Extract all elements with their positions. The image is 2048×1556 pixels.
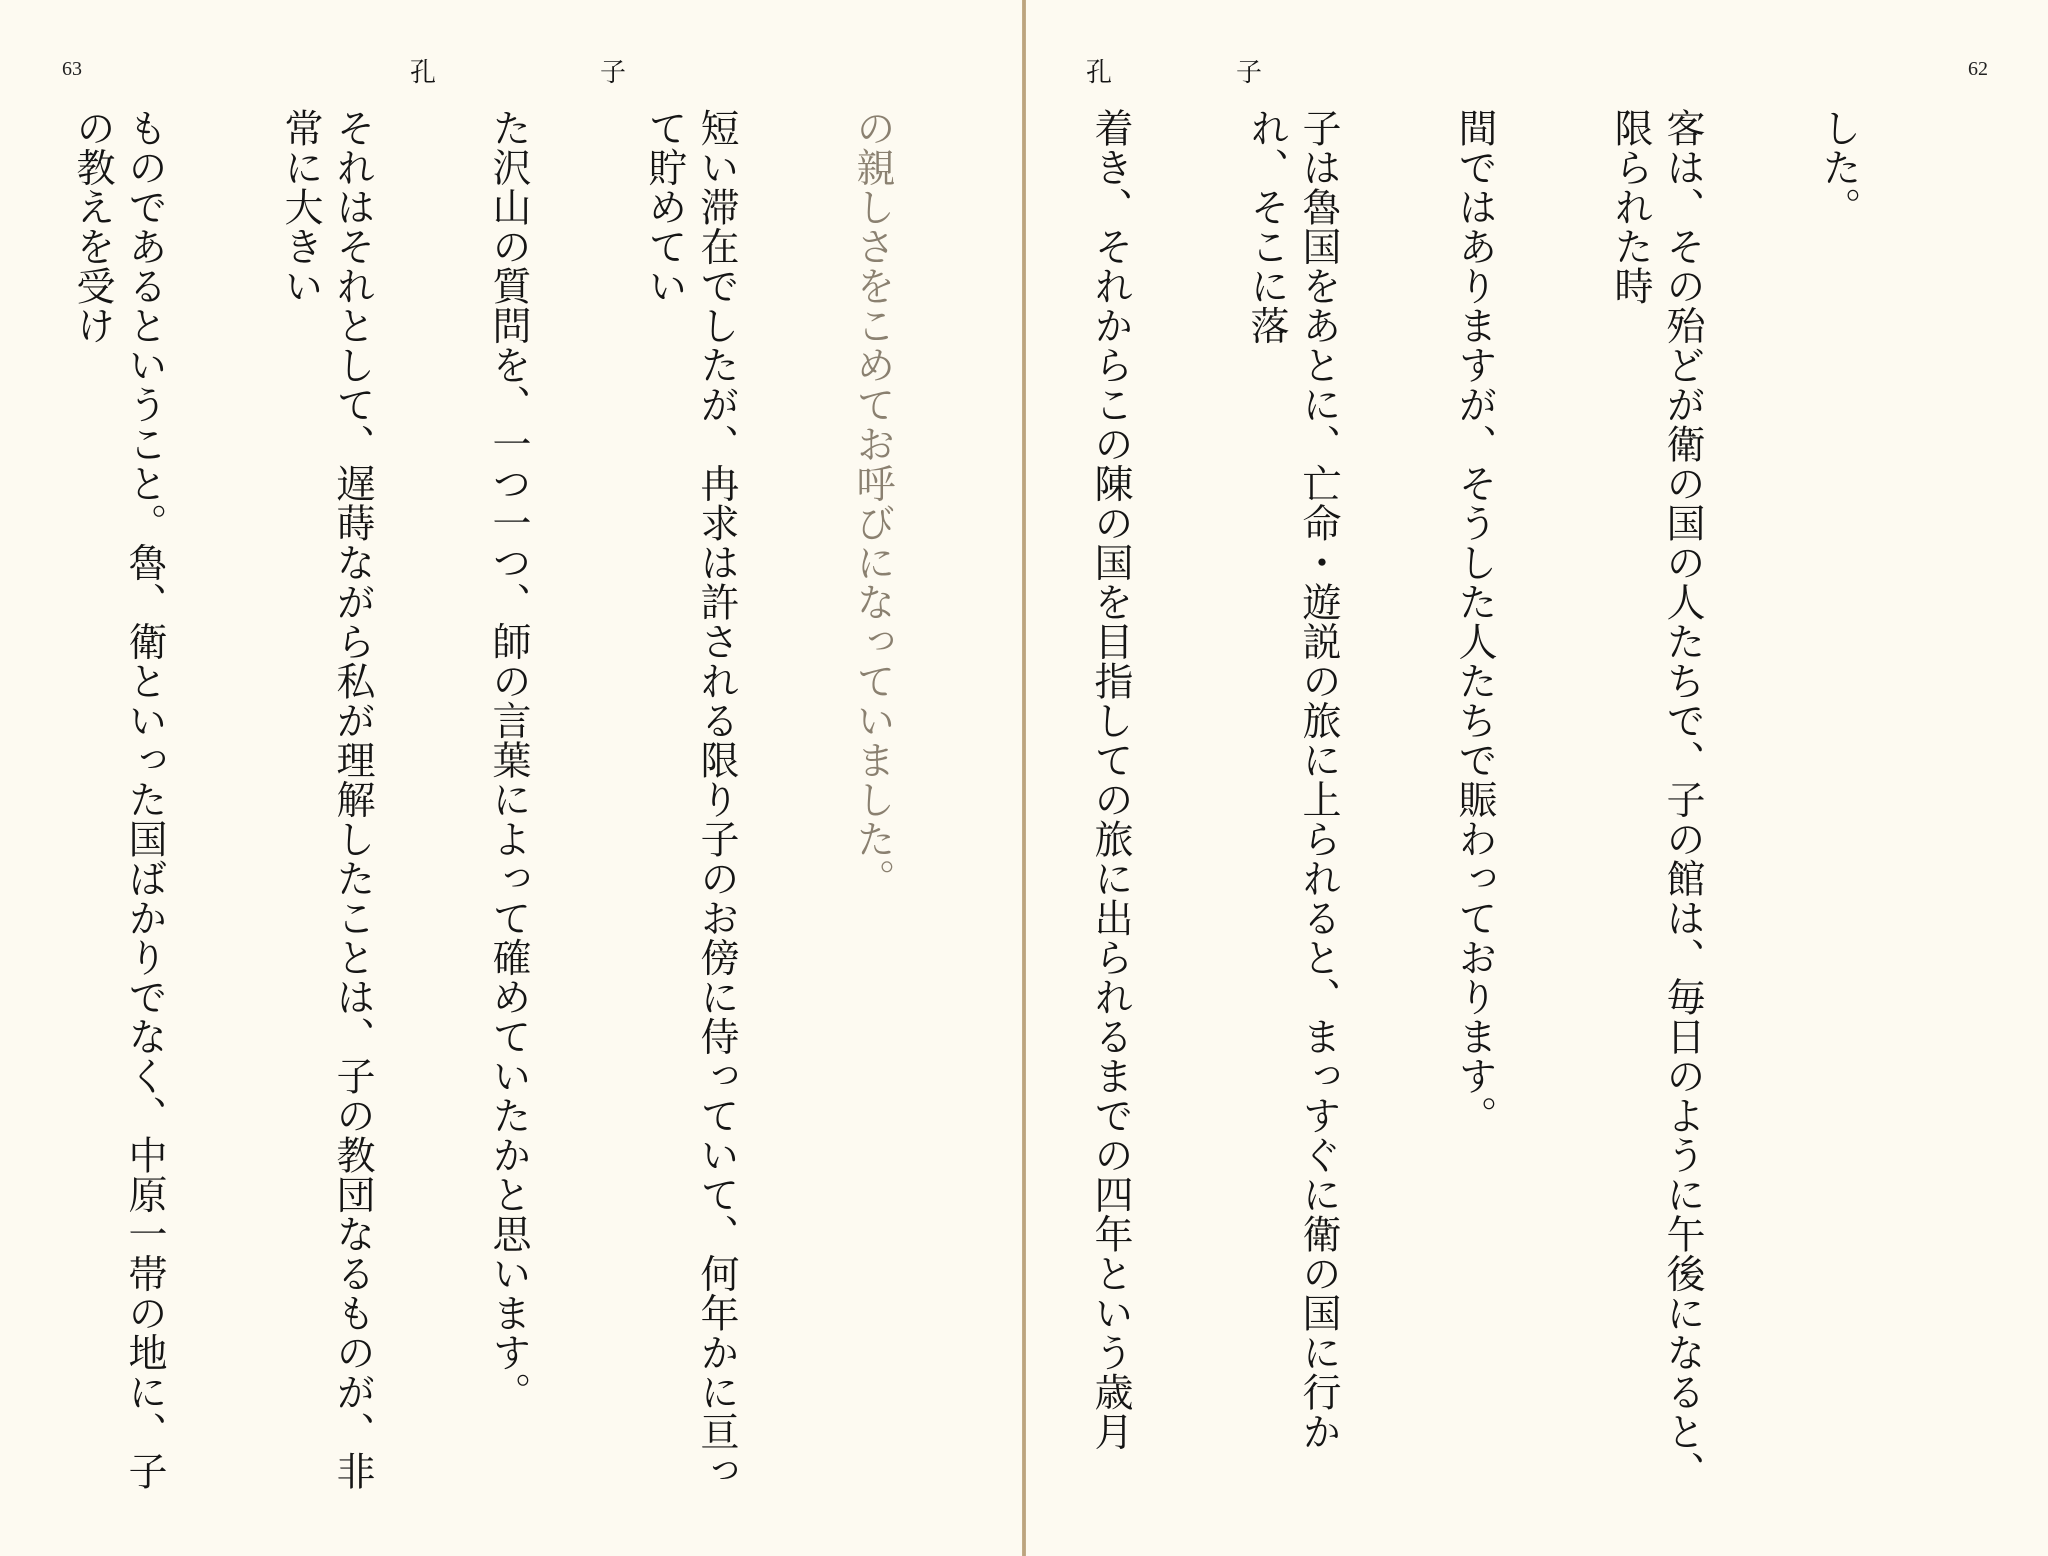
text-column: の親しさをこめてお呼びになっていました。: [850, 108, 895, 898]
right-page: [1026, 0, 2048, 1556]
text-column: 子は魯国をあとに、亡命・遊説の旅に上られると、まっすぐに衛の国に行かれ、そこに落: [1244, 108, 1341, 1451]
text-column: 間ではありますが、そうした人たちで賑わっております。: [1452, 108, 1497, 1135]
left-page: [0, 0, 1022, 1556]
page-number: 62: [1968, 58, 1988, 80]
text-column: ものであるということ。魯、衛といった国ばかりでなく、中原一帯の地に、子の教えを受け: [70, 108, 167, 1491]
text-column: それはそれとして、遅蒔ながら私が理解したことは、子の教団なるものが、非常に大きい: [278, 108, 375, 1491]
text-column: 着き、それからこの陳の国を目指しての旅に出られるまでの四年という歳月: [1088, 108, 1133, 1451]
body-text: [62, 108, 1002, 1528]
running-head-right: 子: [1236, 58, 1263, 88]
text-column: 客は、その殆どが衛の国の人たちで、子の館は、毎日のように午後になると、限られた時: [1608, 108, 1705, 1491]
text-column: した。: [1816, 108, 1861, 227]
running-head-left: 孔: [410, 58, 437, 88]
text-column: 短い滞在でしたが、冉求は許される限り子のお傍に侍っていて、何年かに亘って貯めてい: [642, 108, 739, 1491]
body-text: [1088, 108, 1968, 1528]
text-column: た沢山の質問を、一つ一つ、師の言葉によって確めていたかと思います。: [486, 108, 531, 1412]
running-head-left: 孔: [1086, 58, 1113, 88]
page-number: 63: [62, 58, 82, 80]
running-head-right: 子: [600, 58, 627, 88]
